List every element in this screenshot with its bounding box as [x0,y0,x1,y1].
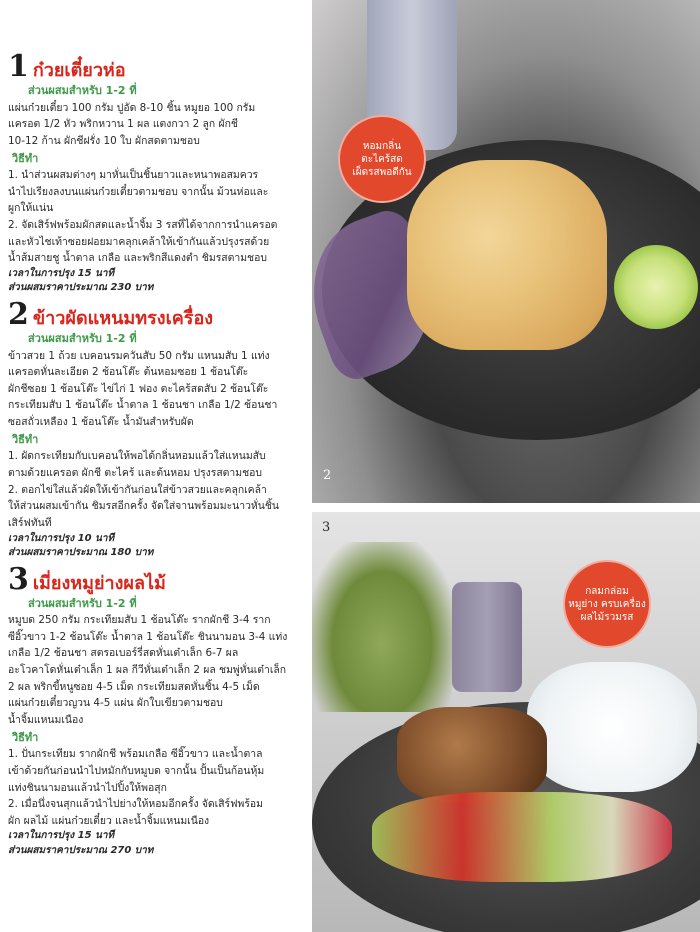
step-line: 1. ผัดกระเทียมกับเบคอนให้พอได้กลิ่นหอมแล้วใส่แหนมสับ [8,450,266,463]
ingredient-line: ซีอิ๊วขาว 1-2 ช้อนโต๊ะ น้ำตาล 1 ช้อนโต๊ะ ชินนามอน 3-4 แท่ง [8,630,288,643]
badge-line: กลมกล่อม [585,585,629,597]
step-line: 2. จัดเสิร์ฟพร้อมผักสดและน้ำจิ้ม 3 รสที่ได้จากการนำแครอต [8,219,278,232]
ingredient-line: แครอต 1/2 หัว พริกหวาน 1 ผล แตงกวา 2 ลูก ผักชี [8,118,238,131]
step-line: ผูกให้แน่น [8,202,54,215]
ingredient-line: แผ่นก๋วยเตี๋ยว 100 กรัม ปูอัด 8-10 ชิ้น หมูยอ 100 กรัม [8,101,256,114]
cook-time: เวลาในการปรุง 10 นาที [8,532,115,544]
recipe-1 [8,49,308,296]
cost: ส่วนผสมราคาประมาณ 270 บาท [8,844,154,856]
step-line: 1. ปั่นกระเทียม รากผักชี พร้อมเกลือ ซีอิ๊วขาว และน้ำตาล [8,748,263,761]
recipe-number: 3 [8,561,29,597]
method-label: วิธีทำ [12,432,39,446]
badge-line: หอมกลิ่น [362,140,402,152]
serving-label: ส่วนผสมสำหรับ 1-2 ที่ [28,596,137,610]
ingredient-line: น้ำจิ้มแหนมเนือง [8,713,84,726]
photo-caption-badge [563,560,651,648]
plant-image [312,542,452,712]
ingredient-line: เกลือ 1/2 ช้อนชา สตรอเบอร์รี่สดหั่นเต๋าเล็ก 6-7 ผล [8,647,239,660]
step-line: และหัวไชเท้าซอยฝอยมาคลุกเคล้าให้เข้ากันแล้วปรุงรสด้วย [8,235,270,248]
ingredient-line: แผ่นก๋วยเตี๋ยวญวน 4-5 แผ่น ผักใบเขียวตามชอบ [8,697,223,710]
ingredient-line: แครอตหั่นละเอียด 2 ช้อนโต๊ะ ต้นหอมซอย 1 ช้อนโต๊ะ [8,366,249,379]
cook-time: เวลาในการปรุง 15 นาที [8,830,115,842]
recipe-title: เมี่ยงหมูย่างผลไม้ [32,572,166,594]
step-line: เข้าด้วยกันก่อนนำไปหมักกับหมูบด จากนั้น ปั้นเป็นก้อนหุ้ม [8,764,265,777]
ingredient-line: 2 ผล พริกขี้หนูซอย 4-5 เม็ด กระเทียมสดหั่นชิ้น 4-5 เม็ด [8,680,260,693]
photo-number: 2 [323,468,332,483]
step-line: แท่งชินนามอนแล้วนำไปปิ้งให้พอสุก [8,781,167,794]
recipe-title: ก๋วยเตี๋ยวห่อ [32,60,126,81]
cost: ส่วนผสมราคาประมาณ 180 บาท [8,547,154,559]
ingredient-line: หมูบด 250 กรัม กระเทียมสับ 1 ช้อนโต๊ะ รากผักชี 3-4 ราก [8,614,271,627]
recipe-3 [8,561,308,859]
recipe-2 [8,296,308,561]
step-line: 2. ตอกไข่ใส่แล้วผัดให้เข้ากันก่อนใส่ข้าวสวยและคลุกเคล้า [8,483,267,496]
fried-rice-mound-image [407,160,607,350]
ingredient-line: อะโวคาโดหั่นเต๋าเล็ก 1 ผล กีวีหั่นเต๋าเล็ก 2 ผล ชมพู่หั่นเต๋าเล็ก [8,664,287,677]
recipe-3-header [8,561,308,597]
step-line: น้ำส้มสายชู น้ำตาล เกลือ และพริกสีแดงตำ ชิมรสตามชอบ [8,252,267,265]
method-label: วิธีทำ [12,151,39,165]
step-line: 2. เมื่อนึ่งจนสุกแล้วนำไปย่างให้หอมอีกครั้ง จัดเสิร์ฟพร้อม [8,798,264,811]
step-line: ผัก ผลไม้ แผ่นก๋วยเตี๋ยว และน้ำจิ้มแหนมเนือง [8,814,210,827]
step-line: ตามด้วยแครอต ผักชี ตะไคร้ และต้นหอม ปรุงรสตามชอบ [8,466,262,479]
fried-rice-photo [312,0,700,503]
recipe-2-header [8,296,308,332]
ingredient-line: ผักชีซอย 1 ช้อนโต๊ะ ไข่ไก่ 1 ฟอง ตะไคร้สดสับ 2 ช้อนโต๊ะ [8,382,269,395]
step-line: 1. นำส่วนผสมต่างๆ มาหั่นเป็นชิ้นยาวและหนาพอสมควร [8,169,259,182]
badge-line: ผลไม้รวมรส [580,611,634,623]
recipe-number: 2 [8,296,29,332]
grilled-pork-image [397,707,547,802]
rice-paper-image [527,662,697,792]
ingredient-line: 10-12 ก้าน ผักชีฝรั่ง 10 ใบ ผักสดตามชอบ [8,134,200,147]
badge-line: ตะไคร้สด [361,153,403,165]
recipe-title: ข้าวผัดแหนมทรงเครื่อง [32,307,214,329]
recipe-column [8,49,308,862]
ingredient-line: ข้าวสวย 1 ถ้วย เบคอนรมควันสับ 50 กรัม แหนมสับ 1 แท่ง [8,349,270,362]
lime-slice-image [614,245,698,329]
serving-label: ส่วนผสมสำหรับ 1-2 ที่ [28,84,137,97]
step-line: เสิร์ฟทันที [8,516,52,529]
diced-fruit-image [372,792,672,882]
recipe-number: 1 [8,49,29,84]
step-line: นำไปเรียงลงบนแผ่นก๋วยเตี๋ยวตามชอบ จากนั้น ม้วนห่อและ [8,185,269,198]
ingredient-line: กระเทียมสับ 1 ช้อนโต๊ะ น้ำตาล 1 ช้อนชา เกลือ 1/2 ช้อนชา [8,399,278,412]
cup-image [452,582,522,692]
badge-line: หมูย่าง ครบเครื่อง [568,598,646,610]
cook-time: เวลาในการปรุง 15 นาที [8,267,115,279]
recipe-1-header [8,49,308,84]
cost: ส่วนผสมราคาประมาณ 230 บาท [8,282,154,294]
step-line: ให้ส่วนผสมเข้ากัน ชิมรสอีกครั้ง จัดใส่จานพร้อมมะนาวหั่นชิ้น [8,500,280,513]
photo-number: 3 [322,520,331,535]
photo-caption-badge [338,115,426,203]
badge-line: เผ็ดรสพอดีกัน [352,166,412,178]
ingredient-line: ซอสถั่วเหลือง 1 ช้อนโต๊ะ น้ำมันสำหรับผัด [8,416,194,429]
grilled-pork-photo [312,512,700,932]
serving-label: ส่วนผสมสำหรับ 1-2 ที่ [28,331,137,345]
method-label: วิธีทำ [12,730,39,744]
